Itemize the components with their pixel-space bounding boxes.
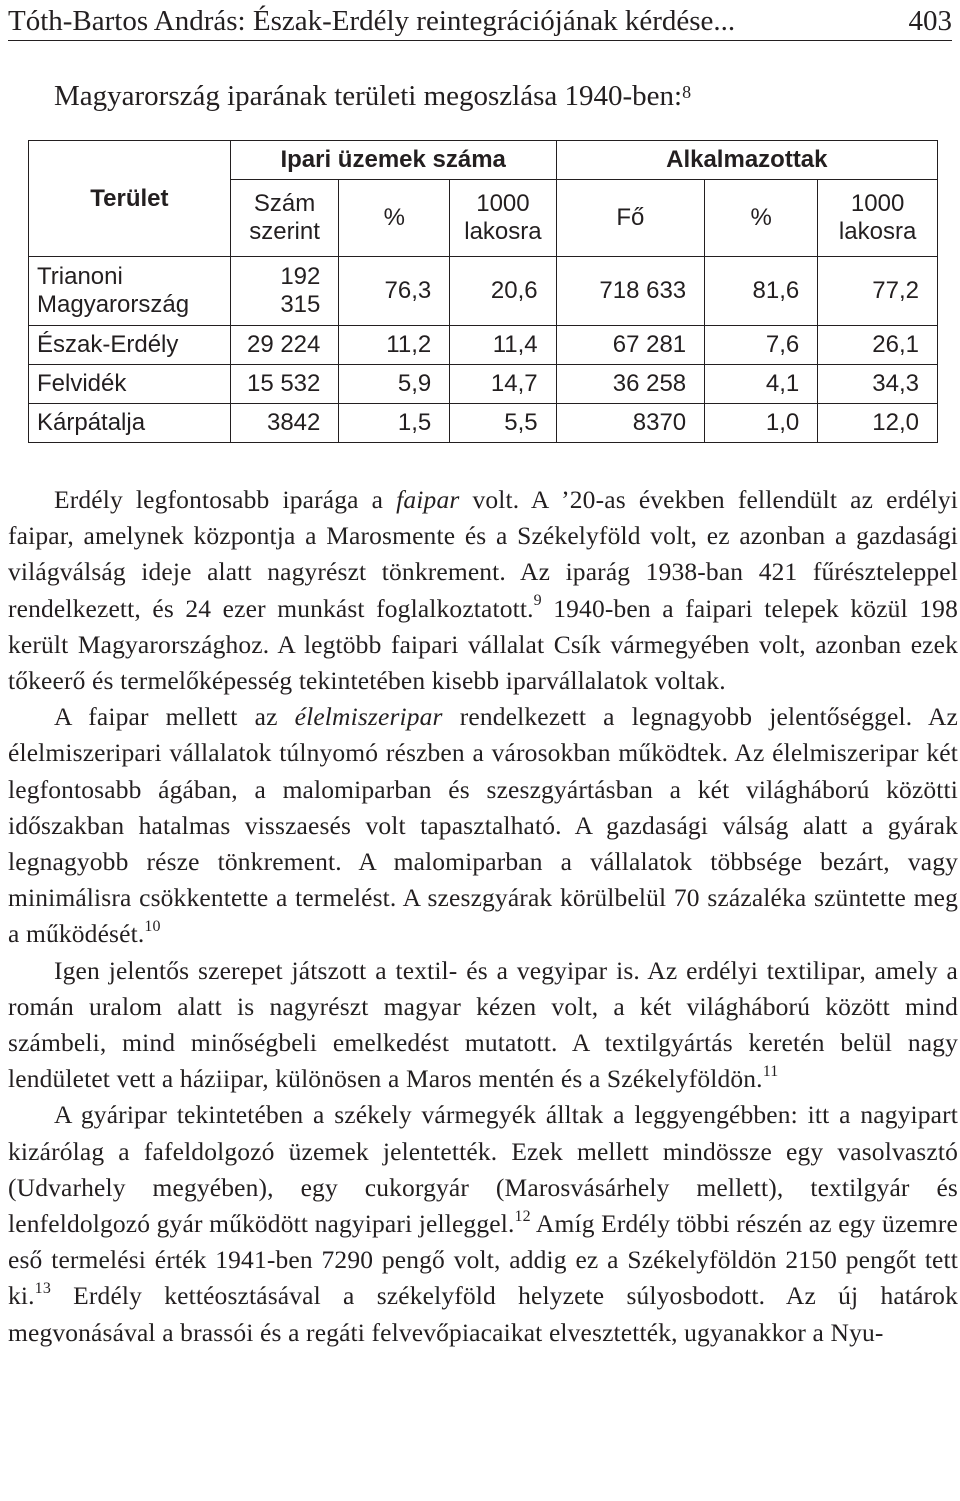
- footnote-ref[interactable]: 12: [514, 1207, 531, 1225]
- cell-emp-pct: 1,0: [705, 404, 818, 443]
- header-terulet: Terület: [29, 141, 231, 257]
- table-row: [29, 404, 938, 443]
- header-pct-1: %: [339, 180, 450, 257]
- paragraph-text: volt. A ’20-as években fellendült az erdélyi faipar, amelynek központja a Marosmente és a Székelyföld volt, ez azonban a gazdasági világválság ideje alatt nagyrészt tönkrement. Az iparág 1938-ban 421 fűrészteleppel rendelkezett, és 24 ezer munkást foglalkoztatott.: [8, 485, 958, 623]
- cell-emp-per1000: 34,3: [818, 365, 938, 404]
- cell-emp-per1000: 26,1: [818, 326, 938, 365]
- paragraph: [8, 953, 958, 1098]
- cell-count: 29 224: [230, 326, 339, 365]
- paragraph-text: Amíg Erdély többi részén az egy üzemre eső termelési érték 1941-ben 7290 pengő volt, addig ez a Székelyföldön 2150 pengőt tett ki.: [8, 1209, 958, 1311]
- table-row: [29, 257, 938, 326]
- paragraph-text: Igen jelentős szerepet játszott a textil- és a vegyipar is. Az erdélyi textilipar, amely a román uralom alatt is nagyrészt magyar kézen volt, a két világháború között mind számbeli, mind minőségbeli emelkedést mutatott. A textilgyártás keretén belül nagy lendületet vett a háziipar, különösen a Maros mentén és a Székelyföldön.: [8, 955, 958, 1094]
- footnote-ref[interactable]: 8: [682, 82, 692, 102]
- paragraph-text: A gyáripar tekintetében a székely vármegyék álltak a leggyengébben: itt a nagyipart kizárólag a fafeldolgozó üzemek jelentették. Ezek mellett mindössze egy vasolvasztó (Udvarhely megyében), egy cukorgyár (Marosvásárhely mellett), textilgyár és lenfeldolgozó gyár működött nagyipari jelleggel.: [8, 1100, 958, 1239]
- table-header-row: [29, 141, 938, 180]
- cell-region: Felvidék: [29, 365, 231, 404]
- cell-emp-per1000: 77,2: [818, 257, 938, 326]
- cell-emp-pct: 81,6: [705, 257, 818, 326]
- table-row: [29, 326, 938, 365]
- cell-region: Észak-Erdély: [29, 326, 231, 365]
- cell-emp-pct: 7,6: [705, 326, 818, 365]
- footnote-ref[interactable]: 10: [144, 917, 161, 935]
- paragraph-text: Erdély legfontosabb iparága a: [54, 485, 397, 514]
- paragraph-text: 1940-ben a faipari telepek közül 198 került Magyarországhoz. A legtöbb faipari vállalat Csík vármegyében volt, azonban ezek tőkeerő és termelőképesség tekintetében kisebb iparvállalatok voltak.: [8, 593, 958, 696]
- table-row: [29, 365, 938, 404]
- footnote-ref[interactable]: 11: [762, 1062, 779, 1080]
- page-number: 403: [908, 5, 952, 37]
- footnote-ref[interactable]: 9: [533, 592, 542, 610]
- header-per1000-1: 1000 lakosra: [450, 180, 556, 257]
- cell-per1000: 5,5: [450, 404, 556, 443]
- cell-per1000: 11,4: [450, 326, 556, 365]
- cell-emp-pct: 4,1: [705, 365, 818, 404]
- industry-distribution-table: [28, 140, 938, 443]
- cell-per1000: 20,6: [450, 257, 556, 326]
- header-per1000-2: 1000 lakosra: [818, 180, 938, 257]
- cell-pct: 11,2: [339, 326, 450, 365]
- cell-count: 192 315: [230, 257, 339, 326]
- emphasis-text: élelmiszeripar: [294, 702, 443, 732]
- header-szam-szerint: Szám szerint: [230, 180, 339, 257]
- cell-count: 3842: [230, 404, 339, 443]
- paragraph: [8, 1097, 958, 1350]
- table-caption: [54, 76, 691, 116]
- body-text: [8, 482, 958, 1351]
- cell-count: 15 532: [230, 365, 339, 404]
- cell-region: Kárpátalja: [29, 404, 231, 443]
- emphasis-text: faipar: [396, 485, 460, 514]
- cell-pct: 5,9: [339, 365, 450, 404]
- cell-employees: 36 258: [556, 365, 705, 404]
- cell-pct: 76,3: [339, 257, 450, 326]
- paragraph: [8, 482, 958, 699]
- cell-emp-per1000: 12,0: [818, 404, 938, 443]
- header-ipari-uzemek: Ipari üzemek száma: [230, 141, 556, 180]
- footnote-ref[interactable]: 13: [34, 1279, 51, 1297]
- header-fo: Fő: [556, 180, 705, 257]
- header-alkalmazottak: Alkalmazottak: [556, 141, 937, 180]
- running-head: [8, 2, 952, 41]
- paragraph: [8, 699, 958, 952]
- cell-region: Trianoni Magyarország: [29, 257, 231, 326]
- cell-per1000: 14,7: [450, 365, 556, 404]
- paragraph-text: Erdély kettéosztásával a székelyföld helyzete súlyosbodott. Az új határok megvonásával a brassói és a regáti felvevőpiacaikat elvesztették, ugyanakkor a Nyu-: [8, 1281, 958, 1347]
- paragraph-text: rendelkezett a legnagyobb jelentőséggel. Az élelmiszeripari vállalatok túlnyomó részben a városokban működtek. Az élelmiszeripar két legfontosabb ágában, a malomiparban és szeszgyártásban a két világháború közötti időszakban hatalmas visszaesés volt tapasztalható. A gazdasági válság alatt a gyárak legnagyobb része tönkrement. A malomiparban a vállalatok többsége bezárt, vagy minimálisra csökkentette a termelést. A szeszgyárak körülbelül 70 százaléka szüntette meg a működését.: [8, 702, 958, 949]
- running-head-title: Tóth-Bartos András: Észak-Erdély reintegrációjának kérdése...: [8, 5, 736, 37]
- cell-employees: 718 633: [556, 257, 705, 326]
- cell-employees: 67 281: [556, 326, 705, 365]
- paragraph-text: A faipar mellett az: [54, 702, 295, 732]
- header-pct-2: %: [705, 180, 818, 257]
- cell-pct: 1,5: [339, 404, 450, 443]
- cell-employees: 8370: [556, 404, 705, 443]
- table-caption-text: Magyarország iparának területi megoszlása 1940-ben:: [54, 80, 683, 112]
